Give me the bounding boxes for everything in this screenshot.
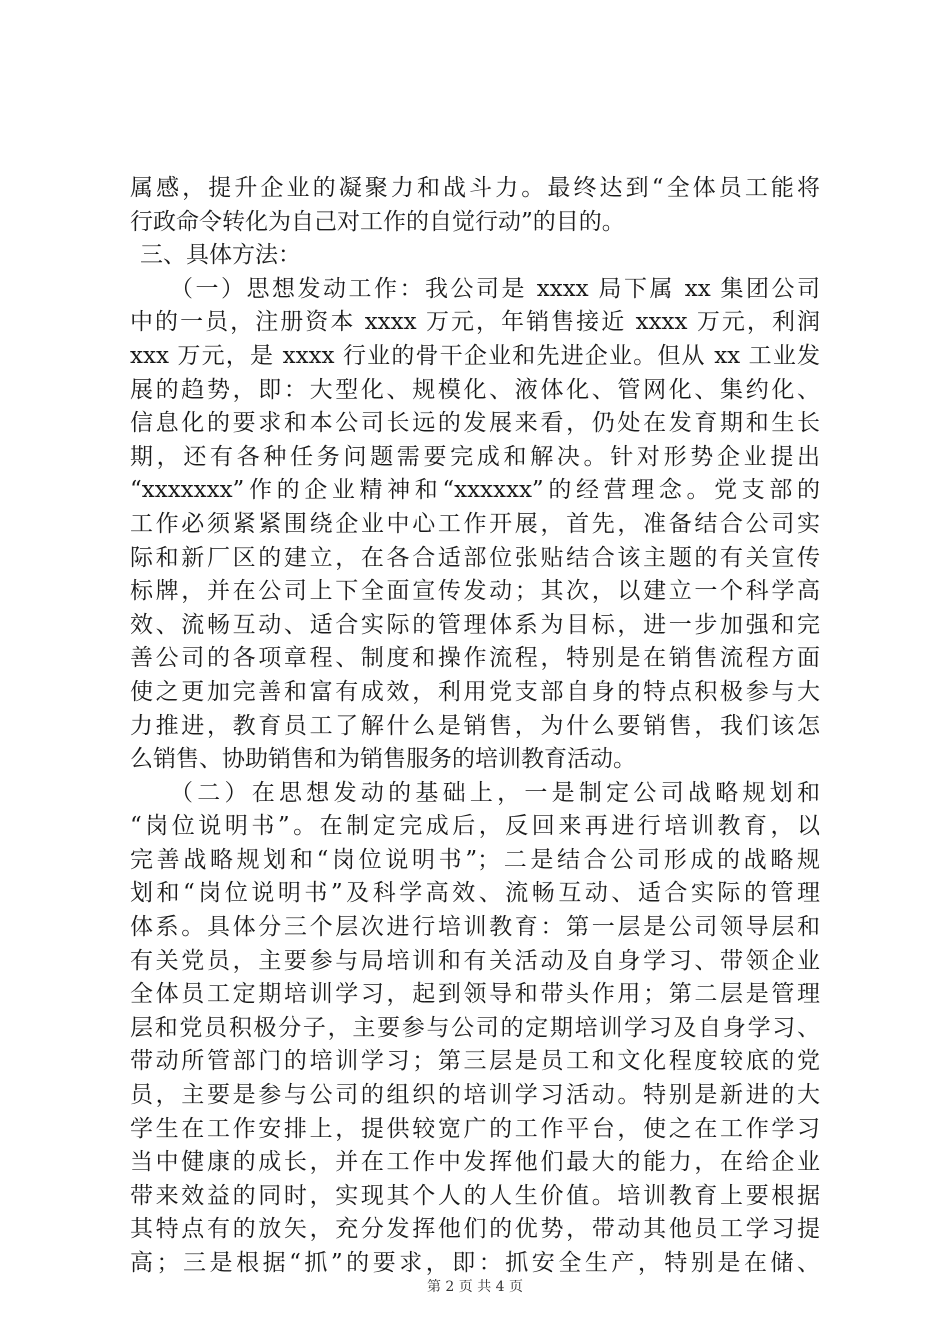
text-line: 学生在工作安排上，提供较宽广的工作平台，使之在工作学习 (130, 1115, 820, 1142)
text-line: 高；三是根据“抓”的要求，即：抓安全生产，特别是在储、 (130, 1250, 820, 1276)
text-line: “岗位说明书”。在制定完成后，反回来再进行培训教育，以 (130, 813, 820, 840)
text-line: “xxxxxxx”作的企业精神和“xxxxxx”的经营理念。党支部的 (130, 477, 820, 504)
text-line: 善公司的各项章程、制度和操作流程，特别是在销售流程方面 (130, 645, 820, 672)
text-line: （二）在思想发动的基础上，一是制定公司战略规划和 (170, 779, 820, 806)
text-line: 际和新厂区的建立，在各合适部位张贴结合该主题的有关宣传 (130, 544, 820, 571)
text-line: 层和党员积极分子，主要参与公司的定期培训学习及自身学习、 (130, 1014, 820, 1041)
text-line: 中的一员，注册资本 xxxx 万元，年销售接近 xxxx 万元，利润 (130, 309, 820, 336)
text-line: xxx 万元，是 xxxx 行业的骨干企业和先进企业。但从 xx 工业发 (130, 342, 820, 369)
page-number-footer: 第 2 页 共 4 页 (426, 1279, 524, 1295)
text-line: 力推进，教育员工了解什么是销售，为什么要销售，我们该怎 (130, 712, 820, 739)
text-line: 其特点有的放矢，充分发挥他们的优势，带动其他员工学习提 (130, 1216, 820, 1243)
text-line: 标牌，并在公司上下全面宣传发动；其次，以建立一个科学高 (130, 578, 820, 605)
text-line: 期，还有各种任务问题需要完成和解决。针对形势企业提出 (130, 443, 820, 470)
section-heading: 三、具体方法： (140, 242, 301, 269)
text-line: 当中健康的成长，并在工作中发挥他们最大的能力，在给企业 (130, 1149, 820, 1176)
text-line: 体系。具体分三个层次进行培训教育：第一层是公司领导层和 (130, 914, 820, 941)
text-line: 展的趋势，即：大型化、规模化、液体化、管网化、集约化、 (130, 376, 820, 403)
text-line: 带动所管部门的培训学习；第三层是员工和文化程度较底的党 (130, 1048, 820, 1075)
text-line: 全体员工定期培训学习，起到领导和带头作用；第二层是管理 (130, 981, 820, 1008)
text-line: 信息化的要求和本公司长远的发展来看，仍处在发育期和生长 (130, 410, 820, 437)
text-line: 属感，提升企业的凝聚力和战斗力。最终达到“全体员工能将 (130, 175, 820, 201)
text-line: 有关党员，主要参与局培训和有关活动及自身学习、带领企业 (130, 947, 820, 974)
text-line: （一）思想发动工作：我公司是 xxxx 局下属 xx 集团公司 (170, 275, 820, 302)
text-line: 员，主要是参与公司的组织的培训学习活动。特别是新进的大 (130, 1082, 820, 1109)
text-line: 工作必须紧紧围绕企业中心工作开展，首先，准备结合公司实 (130, 510, 820, 537)
text-line: 行政命令转化为自己对工作的自觉行动”的目的。 (130, 208, 625, 235)
text-line: 么销售、协助销售和为销售服务的培训教育活动。 (130, 746, 636, 773)
document-body (130, 172, 820, 1281)
text-line: 划和“岗位说明书”及科学高效、流畅互动、适合实际的管理 (130, 880, 820, 907)
text-line: 使之更加完善和富有成效，利用党支部自身的特点积极参与大 (130, 678, 820, 705)
text-line: 完善战略规划和“岗位说明书”；二是结合公司形成的战略规 (130, 846, 820, 873)
text-line: 带来效益的同时，实现其个人的人生价值。培训教育上要根据 (130, 1182, 820, 1209)
text-line: 效、流畅互动、适合实际的管理体系为目标，进一步加强和完 (130, 611, 820, 638)
